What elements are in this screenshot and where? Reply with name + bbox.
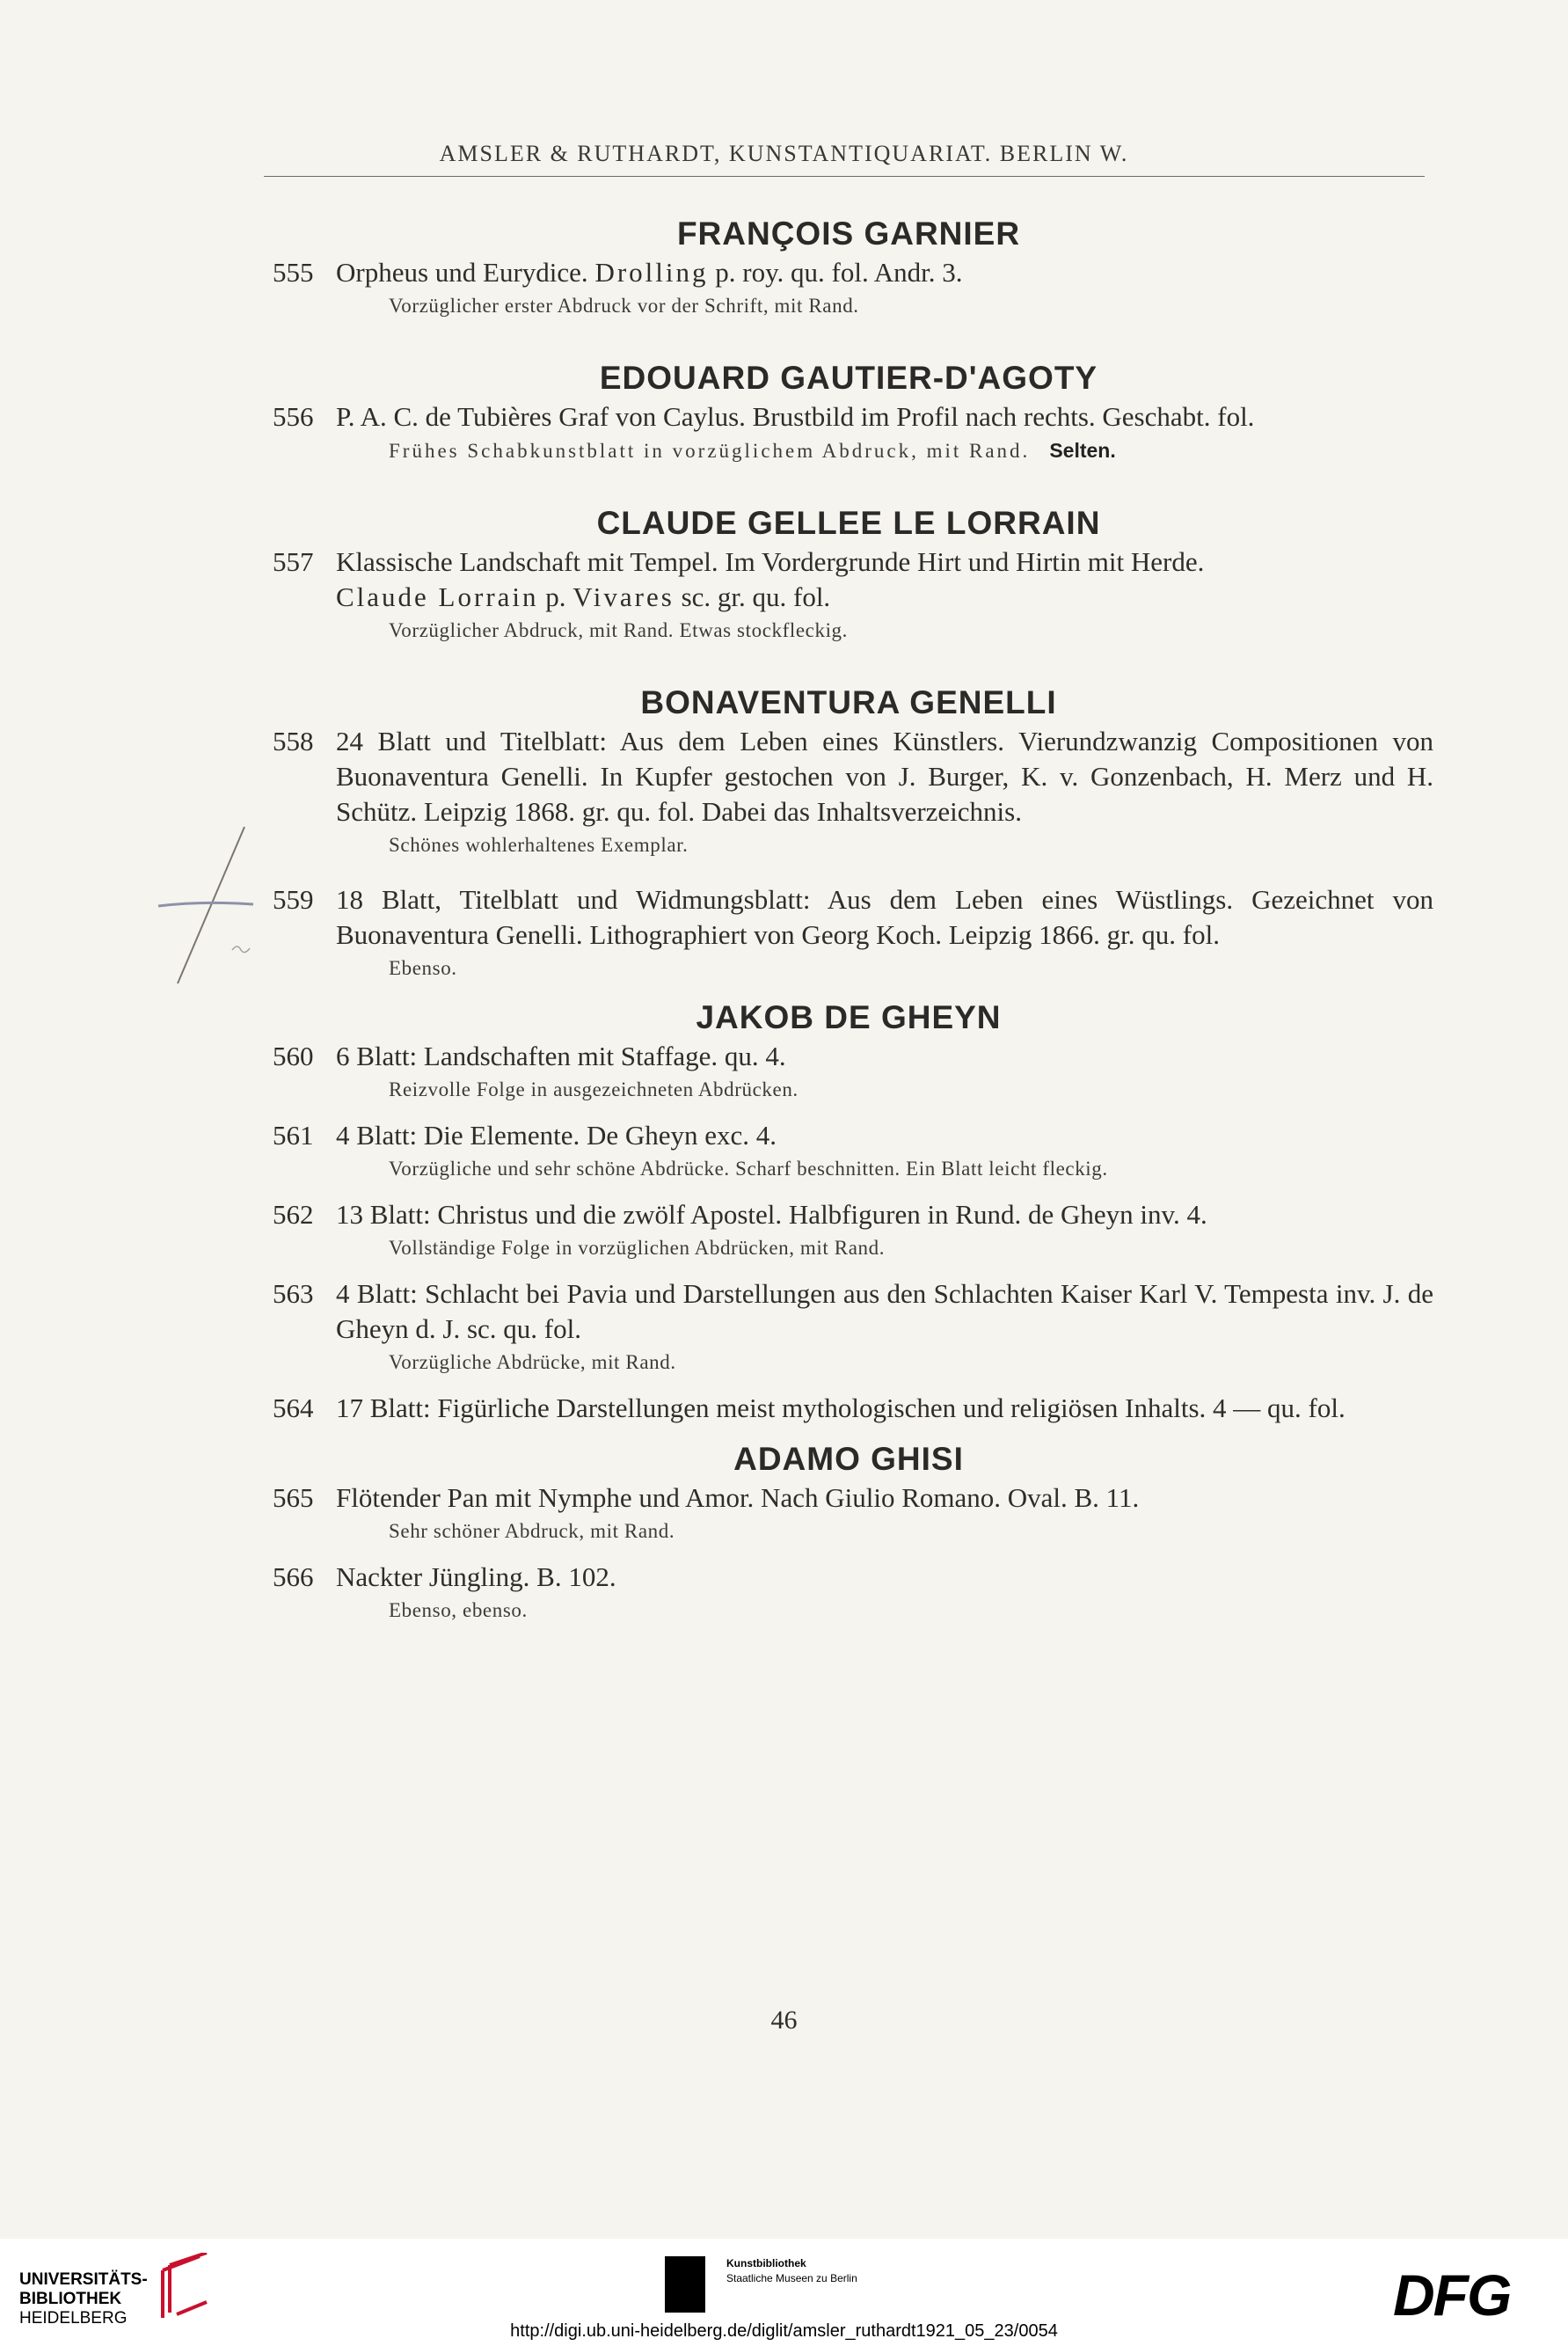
- entry-number: 563: [273, 1278, 314, 1309]
- entry-number: 564: [273, 1392, 314, 1423]
- catalog-entry: [264, 1039, 1433, 1106]
- artist-heading: FRANÇOIS GARNIER: [676, 216, 1021, 252]
- catalog-entry: [264, 882, 1433, 984]
- entry-number: 560: [273, 1041, 314, 1071]
- rarity-mark: Selten.: [1049, 439, 1116, 462]
- entry-note: Vorzüglicher Abdruck, mit Rand. Etwas stockfleckig.: [389, 619, 849, 641]
- entry-description: 6 Blatt: Landschaften mit Staffage. qu. 4.: [336, 1041, 786, 1071]
- entry-description: Flötender Pan mit Nymphe und Amor. Nach Giulio Romano. Oval. B. 11.: [336, 1482, 1140, 1513]
- entry-note: Frühes Schabkunstblatt in vorzüglichem Abdruck, mit Rand. Selten.: [389, 439, 1116, 462]
- artist-heading: CLAUDE GELLEE LE LORRAIN: [596, 505, 1101, 541]
- catalog-entry: [264, 1560, 1433, 1626]
- entry-number: 556: [273, 401, 314, 432]
- running-head: AMSLER & RUTHARDT, KUNSTANTIQUARIAT. BERLIN W.: [439, 141, 1129, 166]
- entry-description: 17 Blatt: Figürliche Darstellungen meist mythologischen und religiösen Inhalts. 4 — qu. fol.: [336, 1392, 1346, 1423]
- entry-note: Schönes wohlerhaltenes Exemplar.: [389, 834, 689, 856]
- header-rule: [264, 176, 1425, 177]
- kunstbibliothek-wordmark: Kunstbibliothek Staatliche Museen zu Berlin: [726, 2257, 857, 2284]
- entry-note: Vorzüglicher erster Abdruck vor der Schrift, mit Rand.: [389, 295, 859, 317]
- digitization-footer: [0, 2239, 1568, 2346]
- entry-description: 13 Blatt: Christus und die zwölf Apostel. Halbfiguren in Rund. de Gheyn inv. 4.: [336, 1199, 1207, 1230]
- entry-note: Reizvolle Folge in ausgezeichneten Abdrücken.: [389, 1078, 799, 1100]
- catalog-entry: [264, 724, 1433, 861]
- entry-number: 557: [273, 546, 314, 577]
- entry-note: Vorzügliche Abdrücke, mit Rand.: [389, 1351, 676, 1373]
- artist-heading: BONAVENTURA GENELLI: [640, 684, 1057, 720]
- pencil-mark: [141, 818, 290, 994]
- entry-description: 18 Blatt, Titelblatt und Widmungsblatt: Aus dem Leben eines Wüstlings. Gezeichnet von Buonaventura Genelli. Lithographiert von Georg Koch. Leipzig 1866. gr. qu. fol.: [336, 884, 1433, 950]
- ub-heidelberg-logo-icon: [154, 2253, 215, 2323]
- entry-number: 559: [273, 884, 314, 915]
- entry-number: 566: [273, 1561, 314, 1592]
- entry-number: 565: [273, 1482, 314, 1513]
- catalog-entry: [264, 1480, 1433, 1547]
- artist-heading: EDOUARD GAUTIER-D'AGOTY: [599, 360, 1098, 396]
- entry-description: 4 Blatt: Die Elemente. De Gheyn exc. 4.: [336, 1120, 777, 1151]
- kunstbibliothek-logo-icon: [665, 2256, 705, 2313]
- catalog-entry: [264, 544, 1433, 647]
- catalog-content: [264, 213, 1433, 1626]
- entry-number: 555: [273, 257, 314, 288]
- catalog-entry: [264, 399, 1433, 467]
- catalog-entry: [264, 255, 1433, 322]
- entry-number: 562: [273, 1199, 314, 1230]
- entry-note: Ebenso, ebenso.: [389, 1599, 528, 1621]
- entry-description: Orpheus und Eurydice. Drolling p. roy. qu. fol. Andr. 3.: [336, 257, 963, 288]
- entry-description: Nackter Jüngling. B. 102.: [336, 1561, 616, 1592]
- catalog-entry: [264, 1197, 1433, 1264]
- entry-note: Vollständige Folge in vorzüglichen Abdrücken, mit Rand.: [389, 1237, 886, 1259]
- catalog-entry: [264, 1276, 1433, 1378]
- entry-note: Ebenso.: [389, 957, 457, 979]
- entry-description: 24 Blatt und Titelblatt: Aus dem Leben eines Künstlers. Vierundzwanzig Compositionen von Buonaventura Genelli. In Kupfer gestochen von J. Burger, K. v. Gonzenbach, H. Merz und H. Schütz. Leipzig 1868. gr. qu. fol. Dabei das Inhaltsverzeichnis.: [336, 726, 1433, 827]
- artist-heading: JAKOB DE GHEYN: [696, 999, 1002, 1035]
- entry-number: 561: [273, 1120, 314, 1151]
- catalog-entry: [264, 1391, 1433, 1426]
- entry-number: 558: [273, 726, 314, 756]
- entry-description: 4 Blatt: Schlacht bei Pavia und Darstellungen aus den Schlachten Kaiser Karl V. Tempesta inv. J. de Gheyn d. J. sc. qu. fol.: [336, 1278, 1433, 1344]
- ub-heidelberg-wordmark: UNIVERSITÄTS- BIBLIOTHEK HEIDELBERG: [19, 2270, 148, 2328]
- page-number: 46: [770, 2006, 798, 2035]
- source-url-link[interactable]: http://digi.ub.uni-heidelberg.de/diglit/amsler_ruthardt1921_05_23/0054: [510, 2321, 1058, 2341]
- entry-description: P. A. C. de Tubières Graf von Caylus. Brustbild im Profil nach rechts. Geschabt. fol.: [336, 401, 1255, 432]
- artist-heading: ADAMO GHISI: [733, 1441, 964, 1477]
- catalog-entry: [264, 1118, 1433, 1185]
- entry-description: Klassische Landschaft mit Tempel. Im Vordergrunde Hirt und Hirtin mit Herde. Claude Lorrain p. Vivares sc. gr. qu. fol.: [336, 546, 1205, 612]
- entry-note: Vorzügliche und sehr schöne Abdrücke. Scharf beschnitten. Ein Blatt leicht fleckig.: [389, 1158, 1108, 1180]
- dfg-logo: DFG: [1393, 2262, 1511, 2328]
- entry-note: Sehr schöner Abdruck, mit Rand.: [389, 1520, 675, 1542]
